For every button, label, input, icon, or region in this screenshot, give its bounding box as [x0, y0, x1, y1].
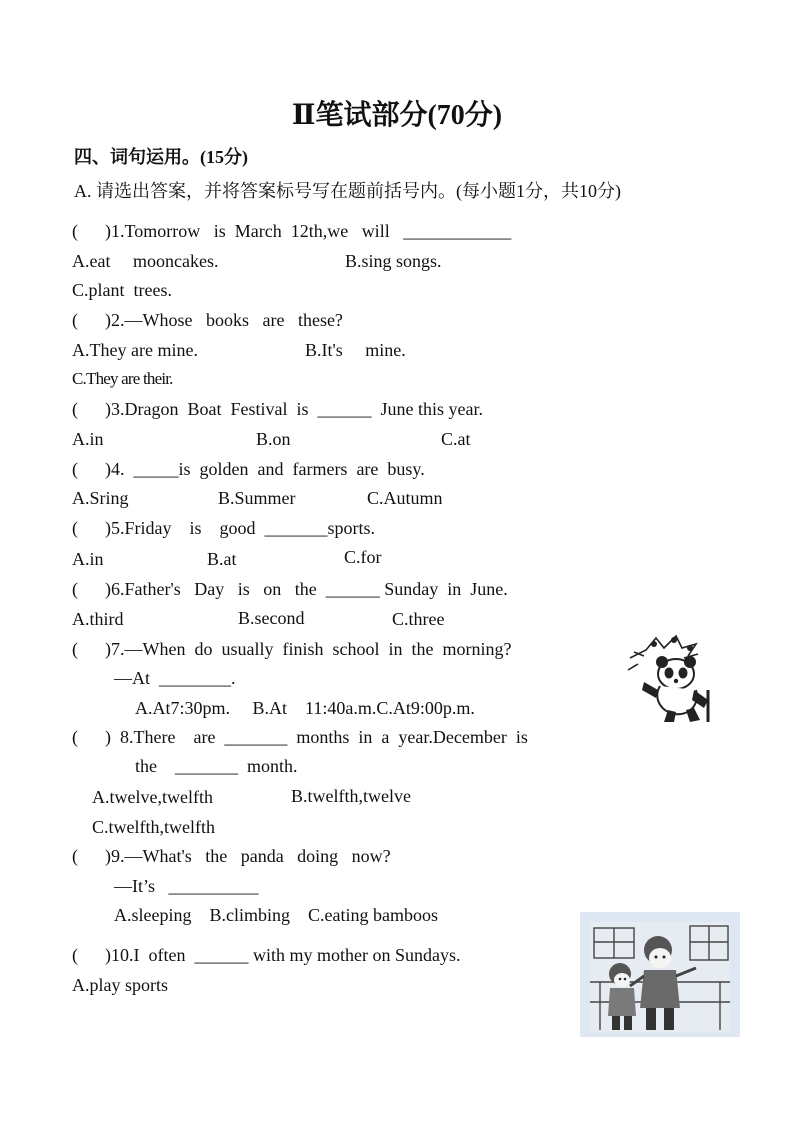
question-1-option-c: C.plant trees.	[72, 280, 172, 300]
question-8-option-c: C.twelfth,twelfth	[92, 817, 215, 837]
question-6-stem: ( )6.Father's Day is on the ______ Sunday in June.	[72, 579, 508, 599]
question-5-stem: ( )5.Friday is good _______sports.	[72, 518, 375, 538]
page-title: Ⅱ笔试部分(70分)	[291, 100, 503, 131]
question-7-answer-line: —At ________.	[114, 668, 236, 688]
question-4-stem: ( )4. _____is golden and farmers are busy.	[72, 459, 425, 479]
question-6-option-a: A.third	[72, 609, 124, 629]
panda-illustration-icon	[624, 630, 716, 724]
question-7-stem: ( )7.—When do usually finish school in the morning?	[72, 639, 512, 659]
question-5-option-c: C.for	[344, 547, 382, 567]
question-3-option-c: C.at	[441, 429, 471, 449]
question-2-option-a: A.They are mine.	[72, 340, 198, 360]
question-1-option-a: A.eat mooncakes.	[72, 251, 219, 271]
question-5-option-b: B.at	[207, 549, 237, 569]
question-2-stem: ( )2.—Whose books are these?	[72, 310, 343, 330]
instruction-text: A. 请选出答案，并将答案标号写在题前括号内。(每小题1分，共10分)	[74, 181, 621, 201]
children-picture	[580, 912, 740, 1037]
question-6-option-c: C.three	[392, 609, 445, 629]
question-8-stem: ( ) 8.There are _______ months in a year.December is	[72, 727, 528, 747]
question-1-stem: ( )1.Tomorrow is March 12th,we will ____________	[72, 221, 512, 241]
section-heading: 四、词句运用。(15分)	[74, 147, 248, 167]
question-3-stem: ( )3.Dragon Boat Festival is ______ June this year.	[72, 399, 483, 419]
question-4-option-a: A.Sring	[72, 488, 129, 508]
question-9-options: A.sleeping B.climbing C.eating bamboos	[114, 905, 438, 925]
question-2-option-b: B.It's mine.	[305, 340, 406, 360]
question-3-option-b: B.on	[256, 429, 291, 449]
question-10-option-a: A.play sports	[72, 975, 168, 995]
question-8-line2: the _______ month.	[135, 756, 298, 776]
question-4-option-c: C.Autumn	[367, 488, 443, 508]
question-5-option-a: A.in	[72, 549, 104, 569]
question-6-option-b: B.second	[238, 608, 305, 628]
question-9-stem: ( )9.—What's the panda doing now?	[72, 846, 391, 866]
question-9-answer-line: —It’s __________	[114, 876, 259, 896]
panda-picture	[624, 630, 716, 724]
question-3-option-a: A.in	[72, 429, 104, 449]
question-10-stem: ( )10.I often ______ with my mother on Sundays.	[72, 945, 461, 965]
question-8-option-a: A.twelve,twelfth	[92, 787, 213, 807]
question-2-option-c: C.They are their.	[72, 369, 173, 388]
question-8-option-b: B.twelfth,twelve	[291, 786, 411, 806]
question-4-option-b: B.Summer	[218, 488, 296, 508]
question-1-option-b: B.sing songs.	[345, 251, 442, 271]
question-7-options: A.At7:30pm. B.At 11:40a.m.C.At9:00p.m.	[135, 698, 475, 718]
children-illustration-icon	[580, 912, 740, 1037]
